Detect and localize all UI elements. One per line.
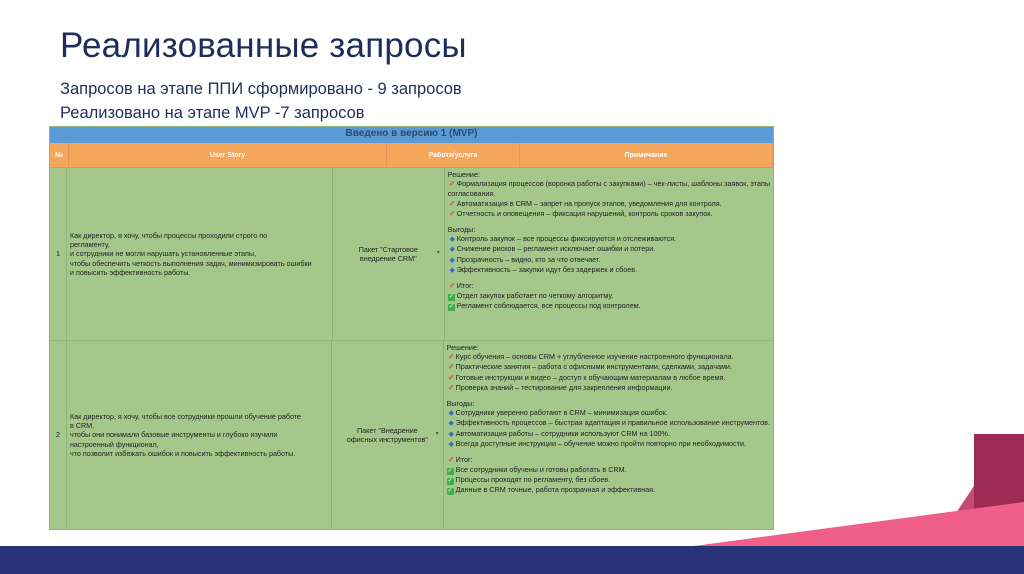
- note-text: Готовые инструкции и видео – доступ к обучающим материалам в любое время.: [455, 372, 726, 382]
- service-value: Пакет "Внедрение офисных инструментов": [346, 425, 428, 444]
- header-note: Примечание: [520, 143, 773, 167]
- table-row: [50, 340, 773, 529]
- user-story-line: настроенный функционал,: [69, 439, 159, 449]
- note-line: [448, 189, 770, 198]
- note-line: [448, 199, 770, 209]
- diamond-icon: ◆: [448, 440, 454, 448]
- user-story-line: и сотрудники не могли нарушать установленные этапы,: [69, 249, 257, 259]
- note-text: Процессы проходят по регламенту, без сбоев.: [455, 475, 611, 485]
- note-cell: [445, 168, 773, 340]
- note-text: Прозрачность – видно, кто за что отвечает.: [456, 254, 601, 264]
- check-icon: ✓: [447, 488, 453, 495]
- note-line: [448, 209, 770, 219]
- table-header-row: [50, 143, 773, 167]
- pin-icon: ✐: [449, 181, 456, 189]
- user-story-line: Как директор, я хочу, чтобы процессы проходили строго по: [69, 230, 268, 240]
- note-text: Выгоды:: [446, 399, 475, 409]
- note-text: Эффективность процессов – быстрая адаптация и правильное использование инструментов.: [455, 418, 770, 428]
- check-icon: ✓: [448, 294, 454, 301]
- note-line: [448, 255, 770, 265]
- note-text: Итог:: [456, 281, 474, 291]
- note-text: Курс обучения – основы CRM + углубленное изучение настроенного функционала.: [455, 352, 734, 362]
- note-line: [448, 179, 770, 189]
- service-select[interactable]: [332, 341, 444, 529]
- note-text: Все сотрудники обучены и готовы работать в CRM.: [455, 465, 627, 475]
- note-line: [447, 383, 770, 393]
- user-story-line: чтобы они понимали базовые инструменты и глубоко изучили: [69, 430, 278, 440]
- note-line: [448, 244, 770, 254]
- note-line: [448, 291, 770, 301]
- header-service: Работа/услуга: [387, 143, 520, 167]
- pin-icon: ✐: [448, 384, 455, 392]
- note-text: Формализация процессов (воронка работы с закупками) – чек-листы, шаблоны заявок, этапы: [456, 179, 770, 189]
- note-line: [448, 281, 770, 291]
- note-text: Снижение рисков – регламент исключает ошибки и потери.: [456, 244, 656, 254]
- note-line: [447, 399, 770, 408]
- chevron-down-icon: ▾: [436, 250, 440, 257]
- diamond-icon: ◆: [449, 246, 455, 254]
- note-line: [447, 408, 770, 418]
- diamond-icon: ◆: [449, 266, 455, 274]
- bottom-bar: [0, 546, 1024, 574]
- table-top-label: Введено в версию 1 (MVP): [50, 127, 773, 143]
- user-story-line: регламенту,: [69, 240, 110, 250]
- pin-icon: ✐: [448, 374, 455, 382]
- user-story-line: чтобы обеспечить четкость выполнения задач, минимизировать ошибки: [69, 258, 312, 268]
- note-text: Сотрудники уверенно работают в CRM – минимизация ошибок.: [455, 408, 668, 418]
- pin-icon: ✐: [448, 364, 455, 372]
- pin-icon: ✐: [449, 200, 456, 208]
- service-value: Пакет "Стартовое внедрение CRM": [358, 244, 418, 263]
- note-line: [447, 475, 770, 485]
- note-text: Автоматизация работы – сотрудники используют CRM на 100%.: [455, 428, 670, 438]
- note-cell: [444, 341, 773, 529]
- note-line: [447, 352, 770, 362]
- check-icon: ✓: [448, 304, 454, 311]
- note-line: [447, 465, 770, 475]
- note-text: Контроль закупок – все процессы фиксируются и отслеживаются.: [456, 234, 677, 244]
- note-text: Практические занятия – работа с офисными инструментами, сделками, задачами.: [455, 362, 732, 372]
- note-text: Отдел закупок работает по четкому алгоритму.: [456, 291, 614, 301]
- note-text: Всегда доступные инструкции – обучение можно пройти повторно при необходимости.: [455, 438, 746, 448]
- row-number: 1: [50, 168, 67, 340]
- table-row: [50, 167, 773, 340]
- note-line: [447, 343, 770, 352]
- note-text: Решение:: [446, 343, 479, 352]
- requests-formed-text: Запросов на этапе ППИ сформировано - 9 запросов: [60, 80, 462, 98]
- note-text: Эффективность – закупки идут без задержек и сбоев.: [456, 264, 638, 274]
- note-text: Решение:: [447, 170, 480, 179]
- requests-table: [49, 126, 774, 530]
- diamond-icon: ◆: [449, 236, 455, 244]
- service-select[interactable]: [333, 168, 445, 340]
- note-line: [448, 234, 770, 244]
- note-text: Автоматизация в CRM – запрет на пропуск этапов, уведомления для контроля.: [456, 198, 722, 208]
- check-icon: ✓: [447, 478, 453, 485]
- user-story-cell: [67, 341, 332, 529]
- note-text: Отчетность и оповещения – фиксация нарушений, контроль сроков закупок.: [456, 208, 713, 218]
- header-num: №: [50, 143, 69, 167]
- note-line: [448, 225, 770, 234]
- pin-icon: ✐: [449, 283, 456, 291]
- check-icon: ✓: [447, 468, 453, 475]
- note-line: [448, 265, 770, 275]
- note-line: [447, 373, 770, 383]
- note-line: [447, 418, 770, 428]
- note-text: согласования.: [447, 189, 496, 199]
- requests-implemented-text: Реализовано на этапе MVP -7 запросов: [60, 104, 365, 122]
- diamond-icon: ◆: [449, 256, 455, 264]
- pin-icon: ✐: [448, 354, 455, 362]
- diamond-icon: ◆: [448, 410, 454, 418]
- note-text: Итог:: [455, 455, 473, 465]
- note-text: Данные в CRM точные, работа прозрачная и эффективная.: [455, 485, 656, 495]
- user-story-line: в CRM,: [69, 421, 95, 431]
- slide-title: Реализованные запросы: [60, 26, 467, 65]
- row-number: 2: [50, 341, 67, 529]
- pin-icon: ✐: [449, 210, 456, 218]
- note-line: [448, 301, 770, 311]
- header-story: User Story: [69, 143, 387, 167]
- note-line: [447, 485, 770, 495]
- user-story-line: и повысить эффективность работы.: [69, 267, 191, 277]
- diamond-icon: ◆: [448, 420, 454, 428]
- user-story-line: Как директор, я хочу, чтобы все сотрудники прошли обучение работе: [69, 411, 302, 421]
- note-line: [447, 362, 770, 372]
- user-story-line: что позволит избежать ошибок и повысить эффективность работы.: [69, 448, 296, 458]
- diamond-icon: ◆: [448, 430, 454, 438]
- note-line: [447, 439, 770, 449]
- pin-icon: ✐: [448, 457, 455, 465]
- note-line: [447, 455, 770, 465]
- chevron-down-icon: ▾: [435, 431, 439, 438]
- note-text: Регламент соблюдается, все процессы под контролем.: [456, 301, 641, 311]
- note-text: Выгоды:: [447, 225, 476, 235]
- note-line: [448, 170, 770, 179]
- user-story-cell: [67, 168, 333, 340]
- note-line: [447, 429, 770, 439]
- note-text: Проверка знаний – тестирование для закрепления информации.: [455, 382, 673, 392]
